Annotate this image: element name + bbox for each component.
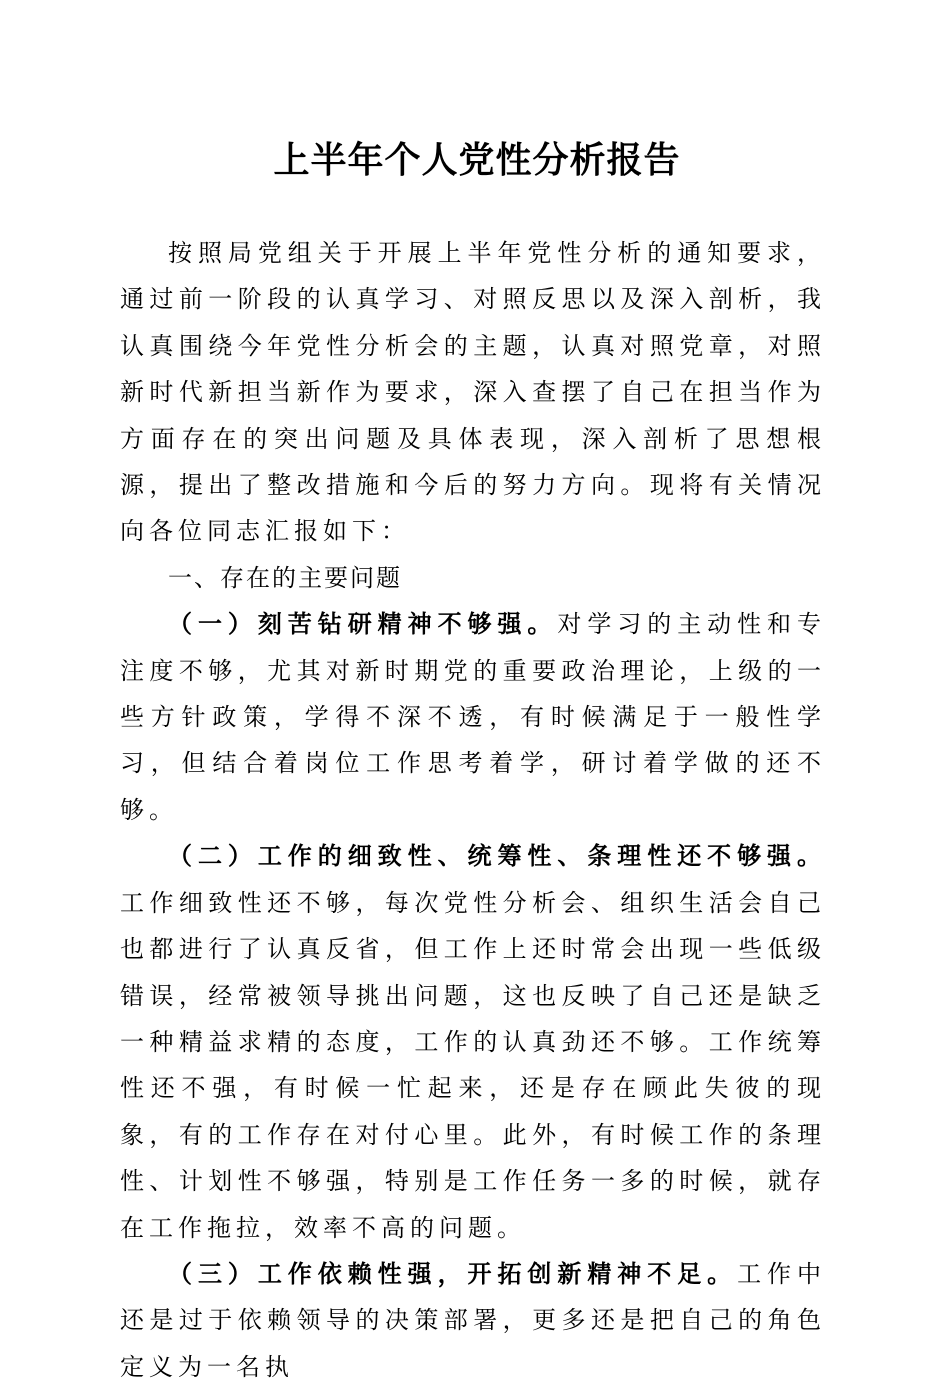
section-heading: 一、存在的主要问题: [168, 563, 402, 592]
issue-paragraph-1: [120, 601, 826, 833]
issue-text: 工作细致性还不够，每次党性分析会、组织生活会自己也都进行了认真反省，但工作上还时常会出现一些低级错误，经常被领导挑出问题，这也反映了自己还是缺乏一种精益求精的态度，工作的认真劲还不够。工作统筹性还不强，有时候一忙起来，还是存在顾此失彼的现象，有的工作存在对付心里。此外，有时候工作的条理性、计划性不够强，特别是工作任务一多的时候，就存在工作拖拉，效率不高的问题。: [120, 888, 826, 1242]
issue-lead: （二）工作的细致性、统筹性、条理性还不够强。: [168, 841, 826, 871]
document-title: 上半年个人党性分析报告: [273, 139, 681, 181]
document-content: [120, 138, 826, 1390]
issue-lead: （三）工作依赖性强，开拓创新精神不足。: [168, 1258, 738, 1288]
document-body: [120, 230, 826, 1390]
issue-lead: （一）刻苦钻研精神不够强。: [168, 609, 558, 639]
intro-paragraph: 按照局党组关于开展上半年党性分析的通知要求，通过前一阶段的认真学习、对照反思以及深入剖析，我认真围绕今年党性分析会的主题，认真对照党章，对照新时代新担当新作为要求，深入查摆了自己在担当作为方面存在的突出问题及具体表现，深入剖析了思想根源，提出了整改措施和今后的努力方向。现将有关情况向各位同志汇报如下：: [120, 239, 826, 546]
issue-text: 工作中还是过于依赖领导的决策部署，更多还是把自己的角色定义为一名执: [120, 1259, 826, 1381]
issue-paragraph-3: [120, 1251, 826, 1390]
issue-text: 对学习的主动性和专注度不够，尤其对新时期党的重要政治理论，上级的一些方针政策，学得不深不透，有时候满足于一般性学习，但结合着岗位工作思考着学，研讨着学做的还不够。: [120, 610, 827, 824]
issue-paragraph-2: [120, 833, 826, 1251]
